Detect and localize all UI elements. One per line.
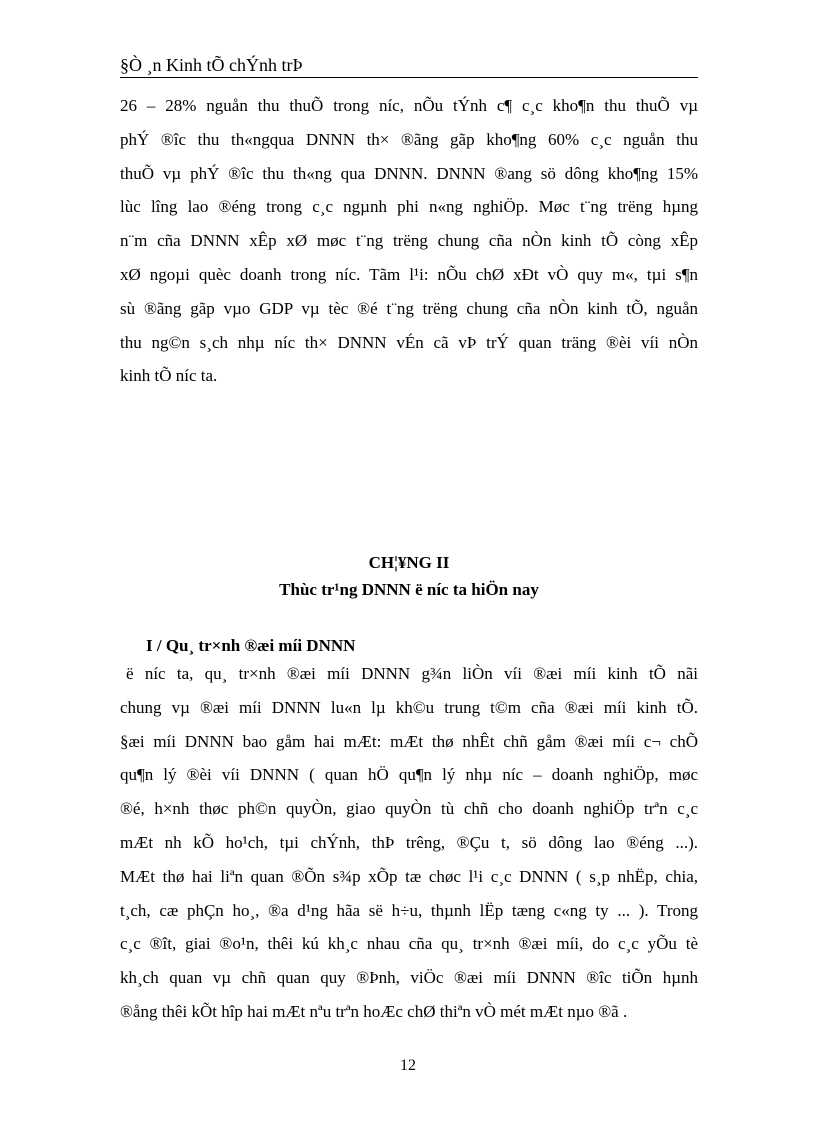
paragraph-line: n¨m cña DNNN xÊp xØ møc t¨ng trëng chung cña nÒn kinh tÕ còng xÊp [120, 231, 698, 251]
paragraph-line: 26 – 28% nguån thu thuÕ trong níc, nÕu tÝnh c¶ c¸c kho¶n thu thuÕ vµ [120, 96, 698, 115]
header-rule [120, 77, 698, 78]
chapter-number: CH¦¥NG II [368, 553, 450, 572]
paragraph-line: thu ng©n s¸ch nhµ níc th× DNNN vÉn cã vÞ trÝ quan träng ®èi víi nÒn [120, 332, 698, 352]
paragraph-line: ®ång thêi kÕt hîp hai mÆt nªu trªn hoÆc chØ thiªn vÒ mét mÆt nµo ®ã . [120, 1001, 628, 1021]
paragraph-line: t¸ch, cæ phÇn ho¸, ®a d¹ng hãa së h÷u, thµnh lËp tæng c«ng ty ... ). Trong [120, 900, 698, 920]
chapter-title: Thùc tr¹ng DNNN ë níc ta hiÖn nay [279, 580, 539, 599]
paragraph-line: kinh tÕ níc ta. [120, 366, 218, 386]
running-header: §Ò ¸n Kinh tÕ chÝnh trÞ [120, 55, 303, 75]
paragraph-line: chung vµ ®æi míi DNNN lu«n lµ kh©u trung t©m cña ®æi míi kinh tÕ. [120, 697, 698, 717]
paragraph-line: thuÕ vµ phÝ ®îc thu th«ng qua DNNN. DNNN ®ang sö dông kho¶ng 15% [120, 163, 698, 183]
page-number: 12 [400, 1057, 416, 1074]
paragraph-line: qu¶n lý ®èi víi DNNN ( quan hÖ qu¶n lý nhµ níc – doanh nghiÖp, møc [120, 765, 698, 785]
paragraph-line: xØ ngoµi quèc doanh trong níc. Tãm l¹i: nÕu chØ xÐt vÒ quy m«, tµi s¶n [120, 264, 698, 284]
section-heading: I / Qu¸ tr×nh ®æi míi DNNN [146, 636, 356, 655]
paragraph-line: MÆt thø hai liªn quan ®Õn s¾p xÕp tæ chøc l¹i c¸c DNNN ( s¸p nhËp, chia, [120, 866, 698, 886]
paragraph-line: sù ®ãng gãp vµo GDP vµ tèc ®é t¨ng trëng chung cña nÒn kinh tÕ, nguån [120, 298, 698, 318]
paragraph-line: kh¸ch quan vµ chñ quan quy ®Þnh, viÖc ®æi míi DNNN ®îc tiÕn hµnh [120, 968, 698, 988]
paragraph-line: phÝ ®îc thu th«ngqua DNNN th× ®ãng gãp kho¶ng 60% c¸c nguån thu [120, 129, 698, 149]
paragraph-line: ë níc ta, qu¸ tr×nh ®æi míi DNNN g¾n liÒn víi ®æi míi kinh tÕ nãi [126, 664, 698, 683]
paragraph-line: mÆt nh kÕ ho¹ch, tµi chÝnh, thÞ trêng, ®Çu t, sö dông lao ®éng ...). [120, 832, 698, 852]
paragraph-line: §æi míi DNNN bao gåm hai mÆt: mÆt thø nhÊt chñ gåm ®æi míi c¬ chÕ [120, 731, 698, 751]
paragraph-line: c¸c ®ît, giai ®o¹n, thêi kú kh¸c nhau cña qu¸ tr×nh ®æi míi, do c¸c yÕu tè [120, 934, 698, 954]
paragraph-line: ®é, h×nh thøc ph©n quyÒn, giao quyÒn tù chñ cho doanh nghiÖp trªn c¸c [120, 799, 698, 819]
paragraph-line: lùc lîng lao ®éng trong c¸c ngµnh phi n«ng nghiÖp. Møc t¨ng trëng hµng [120, 197, 698, 217]
paragraph-1 [120, 89, 698, 393]
paragraph-2 [120, 657, 698, 1029]
